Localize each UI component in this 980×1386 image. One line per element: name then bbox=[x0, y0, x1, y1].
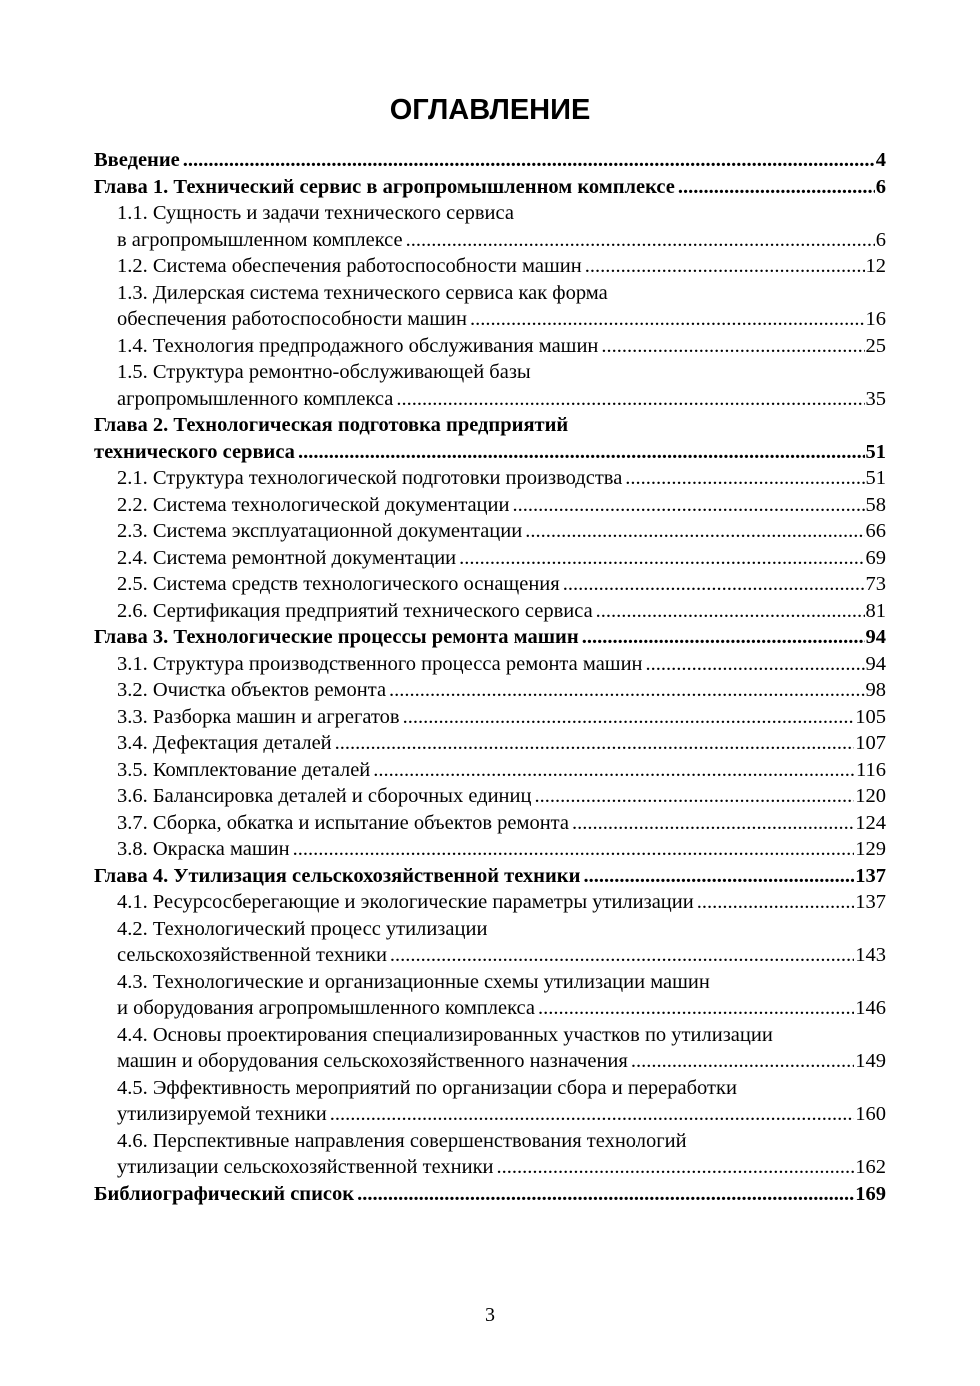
toc-subsection-line bbox=[94, 651, 886, 678]
toc-entry-title: 3.7. Сборка, обкатка и испытание объектов ремонта bbox=[117, 811, 569, 834]
toc-subsection-line bbox=[94, 386, 886, 413]
toc-chapter-line bbox=[94, 863, 886, 890]
toc-entry-title: 3.4. Дефектация деталей bbox=[117, 732, 332, 754]
toc-dot-leader bbox=[538, 995, 854, 1022]
toc-subsection-line bbox=[94, 1075, 886, 1102]
toc-entry-page: 81 bbox=[865, 599, 886, 622]
toc-chapter-line bbox=[94, 147, 886, 174]
toc-subsection-line bbox=[94, 783, 886, 810]
toc-chapter-line bbox=[94, 1181, 886, 1208]
toc-dot-leader bbox=[389, 677, 864, 704]
toc-subsection-line bbox=[94, 889, 886, 916]
toc-entry-title: 3.2. Очистка объектов ремонта bbox=[117, 679, 387, 701]
toc-dot-leader bbox=[596, 598, 865, 625]
toc-dot-leader bbox=[582, 624, 865, 651]
toc-subsection-line bbox=[94, 942, 886, 969]
toc-dot-leader bbox=[631, 1048, 854, 1075]
toc-entry-title: в агропромышленном комплексе bbox=[117, 228, 403, 251]
toc-dot-leader bbox=[601, 333, 864, 360]
toc-entry-title: 3.1. Структура производственного процесса ремонта машин bbox=[117, 652, 643, 675]
toc-subsection-line bbox=[94, 995, 886, 1022]
toc-entry-page: 25 bbox=[865, 334, 886, 357]
toc-entry-title: 1.3. Дилерская система технического сервиса как форма bbox=[117, 281, 608, 304]
toc-entry-title: 3.3. Разборка машин и агрегатов bbox=[117, 705, 400, 728]
toc-entry-page: 146 bbox=[855, 997, 886, 1019]
toc-dot-leader bbox=[646, 651, 865, 678]
toc-subsection-line bbox=[94, 1128, 886, 1155]
toc-entry-page: 129 bbox=[855, 838, 886, 860]
toc-entry-page: 107 bbox=[855, 732, 886, 754]
toc-entry-page: 35 bbox=[865, 387, 886, 410]
toc-entry-page: 6 bbox=[875, 228, 886, 251]
toc-entry-page: 98 bbox=[865, 679, 886, 701]
toc-dot-leader bbox=[572, 810, 854, 837]
toc-subsection-line bbox=[94, 333, 886, 360]
toc-entry-title: 3.6. Балансировка деталей и сборочных единиц bbox=[117, 785, 532, 807]
toc-subsection-line bbox=[94, 545, 886, 572]
toc-subsection-line bbox=[94, 492, 886, 519]
toc-subsection-line bbox=[94, 677, 886, 704]
toc-dot-leader bbox=[625, 465, 864, 492]
toc-dot-leader bbox=[563, 571, 865, 598]
toc-entry-title: 4.6. Перспективные направления совершенствования технологий bbox=[117, 1129, 687, 1152]
toc-entry-page: 12 bbox=[865, 255, 886, 277]
toc-dot-leader bbox=[357, 1181, 854, 1208]
toc-entry-page: 120 bbox=[855, 785, 886, 807]
toc-entry-page: 149 bbox=[855, 1050, 886, 1072]
toc-chapter-line bbox=[94, 624, 886, 651]
toc-dot-leader bbox=[406, 227, 875, 254]
toc-dot-leader bbox=[470, 306, 865, 333]
toc-entry-title: 3.5. Комплектование деталей bbox=[117, 758, 371, 781]
toc-entry-title: Глава 2. Технологическая подготовка предприятий bbox=[94, 414, 569, 436]
toc-entry-page: 6 bbox=[875, 175, 886, 198]
toc-entry-page: 160 bbox=[855, 1103, 886, 1125]
toc-subsection-line bbox=[94, 969, 886, 996]
toc-entry-title: утилизации сельскохозяйственной техники bbox=[117, 1156, 494, 1178]
toc-subsection-line bbox=[94, 730, 886, 757]
toc-subsection-line bbox=[94, 757, 886, 784]
toc-dot-leader bbox=[373, 757, 855, 784]
toc-entry-title: 1.4. Технология предпродажного обслуживания машин bbox=[117, 334, 599, 357]
toc-entry-title: 2.5. Система средств технологического оснащения bbox=[117, 573, 560, 595]
toc-entry-page: 58 bbox=[865, 493, 886, 516]
toc-entry-page: 51 bbox=[865, 467, 886, 489]
toc-entry-page: 137 bbox=[855, 891, 886, 913]
toc-dot-leader bbox=[678, 174, 875, 201]
toc-entry-title: 2.1. Структура технологической подготовки производства bbox=[117, 467, 623, 489]
toc-entry-title: 4.4. Основы проектирования специализированных участков по утилизации bbox=[117, 1023, 773, 1046]
toc-dot-leader bbox=[330, 1101, 855, 1128]
toc-entry-page: 124 bbox=[855, 811, 886, 834]
toc-dot-leader bbox=[585, 253, 865, 280]
toc-subsection-line bbox=[94, 306, 886, 333]
toc-entry-title: машин и оборудования сельскохозяйственного назначения bbox=[117, 1050, 628, 1072]
toc-subsection-line bbox=[94, 1022, 886, 1049]
toc-entry-title: 4.2. Технологический процесс утилизации bbox=[117, 917, 488, 940]
toc-entry-title: 2.4. Система ремонтной документации bbox=[117, 546, 457, 569]
toc-entry-page: 137 bbox=[855, 864, 886, 887]
toc-dot-leader bbox=[583, 863, 854, 890]
toc-dot-leader bbox=[525, 518, 864, 545]
toc-subsection-line bbox=[94, 200, 886, 227]
toc-entry-title: утилизируемой техники bbox=[117, 1103, 327, 1125]
toc-entry-title: Глава 1. Технический сервис в агропромышленном комплексе bbox=[94, 175, 675, 198]
toc-entry-title: 3.8. Окраска машин bbox=[117, 838, 290, 860]
toc-chapter-line bbox=[94, 412, 886, 439]
toc-dot-leader bbox=[697, 889, 855, 916]
toc-entry-title: агропромышленного комплекса bbox=[117, 387, 394, 410]
toc-entry-page: 69 bbox=[865, 546, 886, 569]
toc-entry-title: Глава 4. Утилизация сельскохозяйственной техники bbox=[94, 864, 581, 887]
toc-entry-title: 1.5. Структура ремонтно-обслуживающей базы bbox=[117, 361, 531, 383]
toc-subsection-line bbox=[94, 598, 886, 625]
toc-dot-leader bbox=[293, 836, 855, 863]
toc-subsection-line bbox=[94, 1101, 886, 1128]
toc-dot-leader bbox=[534, 783, 854, 810]
page-number: 3 bbox=[485, 1304, 495, 1326]
toc-dot-leader bbox=[396, 386, 864, 413]
toc-entry-title: и оборудования агропромышленного комплекса bbox=[117, 997, 536, 1019]
toc-entry-page: 94 bbox=[865, 652, 886, 675]
page-title: ОГЛАВЛЕНИЕ bbox=[389, 94, 591, 126]
toc-subsection-line bbox=[94, 465, 886, 492]
toc-dot-leader bbox=[459, 545, 864, 572]
toc-subsection-line bbox=[94, 253, 886, 280]
toc-dot-leader bbox=[497, 1154, 855, 1181]
toc-entry-title: 1.1. Сущность и задачи технического сервиса bbox=[117, 202, 514, 224]
toc-entry-page: 105 bbox=[855, 705, 886, 728]
toc-entry-title: 2.3. Система эксплуатационной документации bbox=[117, 520, 523, 542]
toc-entry-page: 169 bbox=[855, 1182, 886, 1205]
toc-subsection-line bbox=[94, 571, 886, 598]
toc-entry-page: 16 bbox=[865, 308, 886, 330]
toc-entry-title: 4.1. Ресурсосберегающие и экологические параметры утилизации bbox=[117, 891, 694, 913]
toc-entry-page: 143 bbox=[855, 944, 886, 966]
toc-entry-page: 51 bbox=[865, 440, 886, 463]
toc-subsection-line bbox=[94, 359, 886, 386]
toc-subsection-line bbox=[94, 810, 886, 837]
toc-dot-leader bbox=[512, 492, 864, 519]
toc-chapter-line bbox=[94, 439, 886, 466]
toc-entry-page: 66 bbox=[865, 520, 886, 542]
toc-subsection-line bbox=[94, 704, 886, 731]
toc-entry-page: 94 bbox=[865, 626, 886, 648]
toc-subsection-line bbox=[94, 227, 886, 254]
toc-dot-leader bbox=[403, 704, 855, 731]
toc-dot-leader bbox=[390, 942, 854, 969]
toc-entry-title: Библиографический список bbox=[94, 1182, 355, 1205]
toc-dot-leader bbox=[183, 147, 875, 174]
toc-entry-title: 2.2. Система технологической документации bbox=[117, 493, 510, 516]
toc-subsection-line bbox=[94, 518, 886, 545]
toc-chapter-line bbox=[94, 174, 886, 201]
toc-entry-title: Глава 3. Технологические процессы ремонта машин bbox=[94, 626, 579, 648]
toc-entry-page: 73 bbox=[865, 573, 886, 595]
toc-subsection-line bbox=[94, 836, 886, 863]
toc-subsection-line bbox=[94, 280, 886, 307]
toc-subsection-line bbox=[94, 1048, 886, 1075]
toc-entry-title: 2.6. Сертификация предприятий технического сервиса bbox=[117, 599, 593, 622]
toc-subsection-line bbox=[94, 1154, 886, 1181]
toc-dot-leader bbox=[335, 730, 855, 757]
toc-dot-leader bbox=[298, 439, 865, 466]
toc-entry-title: обеспечения работоспособности машин bbox=[117, 308, 467, 330]
table-of-contents bbox=[94, 147, 886, 1207]
toc-entry-title: 4.3. Технологические и организационные схемы утилизации машин bbox=[117, 970, 710, 993]
toc-subsection-line bbox=[94, 916, 886, 943]
toc-entry-title: 1.2. Система обеспечения работоспособности машин bbox=[117, 255, 582, 277]
toc-entry-title: технического сервиса bbox=[94, 440, 295, 463]
toc-entry-title: сельскохозяйственной техники bbox=[117, 944, 387, 966]
toc-entry-page: 4 bbox=[875, 149, 886, 171]
toc-entry-title: 4.5. Эффективность мероприятий по организации сбора и переработки bbox=[117, 1076, 737, 1099]
toc-entry-title: Введение bbox=[94, 149, 180, 171]
toc-entry-page: 116 bbox=[856, 758, 886, 781]
toc-entry-page: 162 bbox=[855, 1156, 886, 1178]
